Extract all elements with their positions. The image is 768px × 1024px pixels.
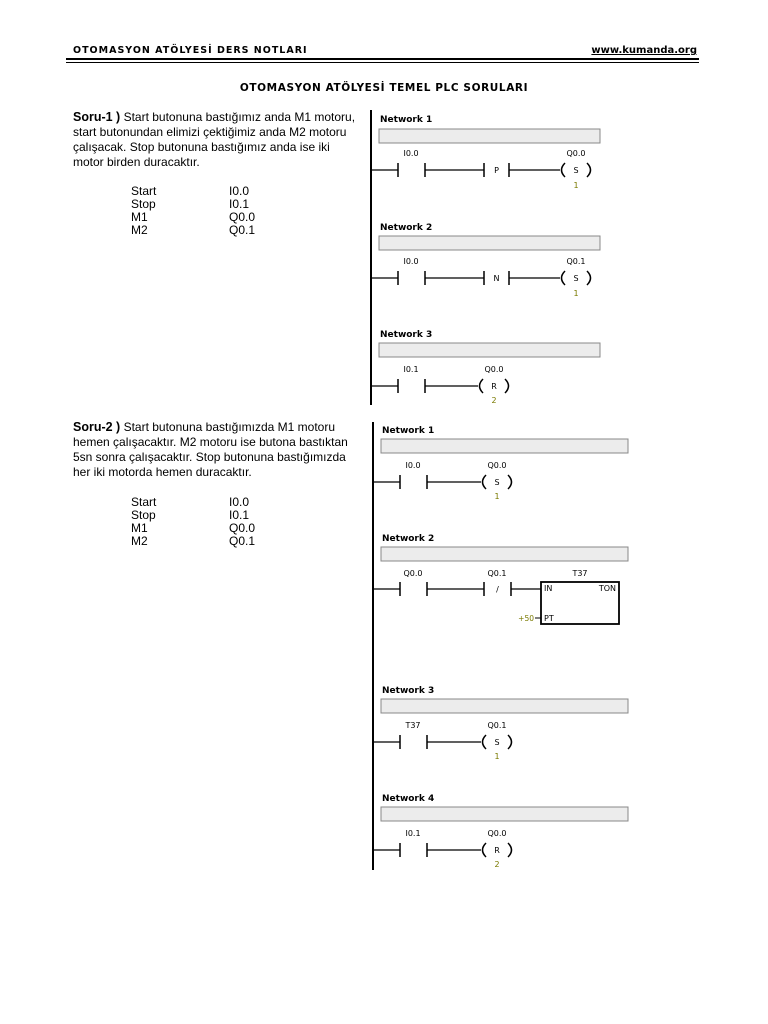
edge-label: P <box>494 166 499 175</box>
io-address: Q0.1 <box>229 534 256 548</box>
io-name: M2 <box>131 223 148 237</box>
question-2-text: Start butonuna bastığımızda M1 motoru hemen çalışacaktır. M2 motoru ise butona bastıktan 5sn sonra çalışacaktır. Stop butonuna bastığımızda her iki motorda hemen duracaktır. <box>73 420 348 479</box>
coil-address: Q0.0 <box>484 365 504 374</box>
io-name: M1 <box>131 521 148 535</box>
io-address: Q0.0 <box>229 521 256 535</box>
question-1-label: Soru-1 ) <box>73 110 121 124</box>
coil-address: Q0.0 <box>487 829 507 838</box>
io-name: Stop <box>131 508 156 522</box>
timer-preset: +50 <box>518 614 534 623</box>
contact-address: I0.0 <box>403 257 419 266</box>
coil-address: Q0.1 <box>487 721 507 730</box>
coil-type: S <box>494 478 500 487</box>
coil-type: R <box>491 382 497 391</box>
edge-label: N <box>493 274 500 283</box>
coil-type: S <box>494 738 500 747</box>
io-name: M2 <box>131 534 148 548</box>
coil-count: 2 <box>491 396 497 405</box>
network-comment-bar[interactable] <box>381 807 628 821</box>
coil-count: 1 <box>573 181 579 190</box>
coil[interactable] <box>483 735 487 749</box>
io-address: I0.0 <box>229 184 250 198</box>
timer-in-label: IN <box>544 584 553 593</box>
timer-pt-label: PT <box>544 614 554 623</box>
coil-count: 1 <box>573 289 579 298</box>
io-name: M1 <box>131 210 148 224</box>
coil[interactable] <box>483 475 487 489</box>
coil[interactable] <box>562 163 566 177</box>
coil-count: 2 <box>494 860 500 869</box>
network-title: Network 1 <box>382 426 435 436</box>
io-name: Start <box>131 495 157 509</box>
network-title: Network 3 <box>380 330 433 340</box>
network-title: Network 3 <box>382 686 435 696</box>
network-comment-bar[interactable] <box>381 439 628 453</box>
coil[interactable] <box>483 843 487 857</box>
contact-address: I0.1 <box>405 829 421 838</box>
timer-type: TON <box>598 584 616 593</box>
contact-address: Q0.1 <box>487 569 507 578</box>
network-title: Network 2 <box>382 534 435 544</box>
io-address: Q0.1 <box>229 223 256 237</box>
network-title: Network 4 <box>382 794 435 804</box>
contact-address: I0.1 <box>403 365 419 374</box>
question-2-label: Soru-2 ) <box>73 420 121 434</box>
io-name: Stop <box>131 197 156 211</box>
io-name: Start <box>131 184 157 198</box>
coil-address: Q0.0 <box>566 149 586 158</box>
header-title: OTOMASYON ATÖLYESİ DERS NOTLARI <box>73 45 308 56</box>
contact-address: T37 <box>405 721 421 730</box>
network-comment-bar[interactable] <box>381 699 628 713</box>
network-comment-bar[interactable] <box>379 343 600 357</box>
network-comment-bar[interactable] <box>379 236 600 250</box>
header-website[interactable]: www.kumanda.org <box>591 45 697 56</box>
coil-address: Q0.0 <box>487 461 507 470</box>
io-address: I0.0 <box>229 495 250 509</box>
coil[interactable] <box>562 271 566 285</box>
question-1-text: Start butonuna bastığımız anda M1 motoru, start butonundan elimizi çektiğimiz anda M2 motoru çalışacak. Stop butonuna bastığımız anda ise iki motor birden duracaktır. <box>73 110 356 169</box>
io-address: Q0.0 <box>229 210 256 224</box>
coil-type: S <box>573 274 579 283</box>
contact-nc-mark: / <box>496 585 499 594</box>
network-title: Network 2 <box>380 223 433 233</box>
coil-address: Q0.1 <box>566 257 586 266</box>
contact-address: I0.0 <box>405 461 421 470</box>
contact-address: Q0.0 <box>403 569 423 578</box>
network-comment-bar[interactable] <box>381 547 628 561</box>
coil[interactable] <box>480 379 484 393</box>
io-address: I0.1 <box>229 197 250 211</box>
coil-type: S <box>573 166 579 175</box>
contact-address: I0.0 <box>403 149 419 158</box>
page-title: OTOMASYON ATÖLYESİ TEMEL PLC SORULARI <box>239 82 529 94</box>
io-address: I0.1 <box>229 508 250 522</box>
coil-count: 1 <box>494 752 500 761</box>
timer-name: T37 <box>572 569 588 578</box>
coil-count: 1 <box>494 492 500 501</box>
network-comment-bar[interactable] <box>379 129 600 143</box>
coil-type: R <box>494 846 500 855</box>
network-title: Network 1 <box>380 115 433 125</box>
